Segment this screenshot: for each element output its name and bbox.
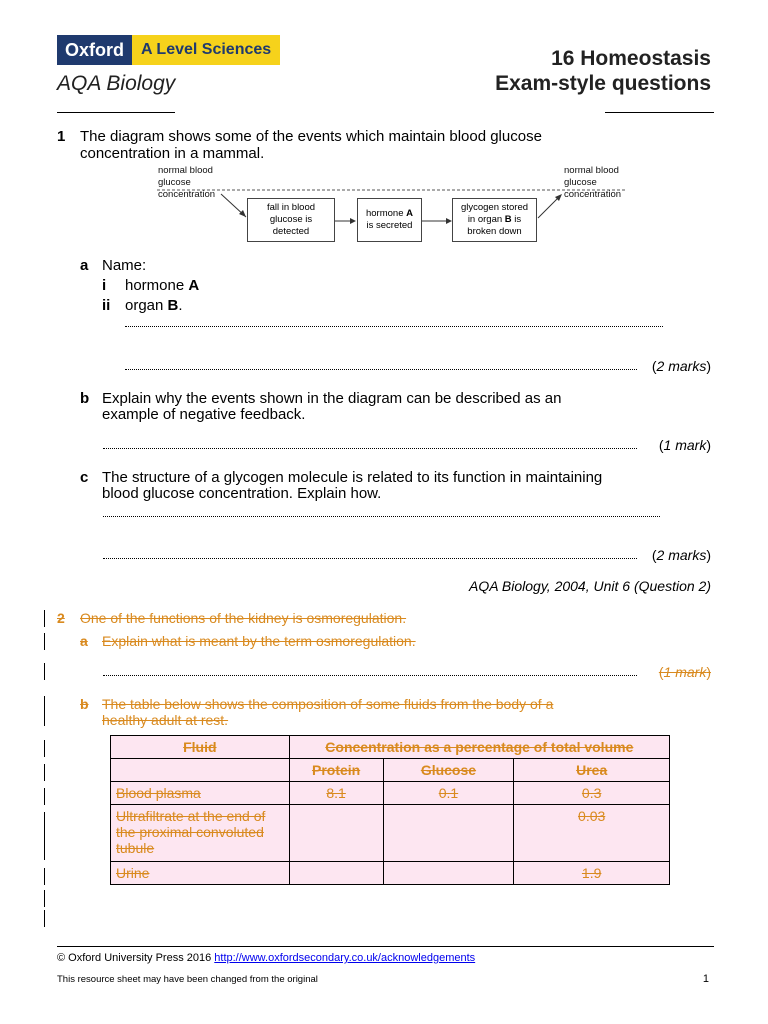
q1b-line1: Explain why the events shown in the diagram can be described as an	[102, 390, 562, 407]
chapter-heading	[495, 46, 711, 96]
q2a-answer-line[interactable]	[103, 675, 637, 676]
header-fluid: Fluid	[111, 736, 290, 759]
cell-glucose: 0.1	[383, 782, 514, 805]
q1b-answer-line[interactable]	[103, 448, 637, 449]
footer-copyright: © Oxford University Press 2016 http://www.oxfordsecondary.co.uk/acknowledgements	[57, 952, 476, 964]
change-bar	[44, 890, 45, 907]
q1ai-text: hormone A	[125, 277, 200, 294]
q1c-line2: blood glucose concentration. Explain how.	[102, 485, 382, 502]
q1ai-label: i	[102, 277, 107, 294]
change-bar	[44, 633, 45, 650]
chapter-title: 16 Homeostasis	[551, 47, 711, 70]
change-bar	[44, 663, 45, 680]
cell-protein	[289, 805, 383, 862]
q1c-marks: (2 marks)	[651, 547, 711, 563]
q2-stem: One of the functions of the kidney is osmoregulation.	[80, 610, 407, 626]
change-bar	[44, 696, 45, 726]
change-bar	[44, 610, 45, 627]
q1-stem-line2: concentration in a mammal.	[80, 145, 265, 162]
diagram-box-detected: fall in blood glucose is detected	[247, 198, 335, 242]
arrowhead-box2	[350, 218, 356, 224]
q2b-line2: healthy adult at rest.	[102, 712, 229, 728]
oxford-logo	[57, 35, 280, 65]
q1c-line1: The structure of a glycogen molecule is related to its function in maintaining	[102, 469, 603, 486]
subject-title: AQA Biology	[57, 72, 176, 95]
change-bar	[44, 868, 45, 885]
q2a-text: Explain what is meant by the term osmoregulation.	[102, 633, 416, 649]
q1c-label: c	[80, 469, 89, 486]
table-row	[111, 782, 670, 805]
cell-glucose	[383, 862, 514, 885]
q1a-answer-line-2[interactable]	[125, 369, 637, 370]
q1a-text: Name:	[102, 257, 147, 274]
cell-fluid: Blood plasma	[111, 782, 290, 805]
q2-number: 2	[57, 610, 65, 626]
acknowledgements-link[interactable]: http://www.oxfordsecondary.co.uk/acknowledgements	[214, 952, 476, 964]
q1c-answer-line-1[interactable]	[103, 516, 660, 517]
cell-urea: 0.03	[514, 805, 670, 862]
table-row	[111, 862, 670, 885]
q1-number: 1	[57, 128, 66, 145]
q2b-label: b	[80, 696, 89, 712]
page-number: 1	[702, 973, 709, 985]
header-rule-left	[57, 112, 175, 113]
footer-rule	[57, 946, 714, 947]
diagram-box-hormone: hormone A is secreted	[357, 198, 422, 242]
q1c-answer-line-2[interactable]	[103, 558, 637, 559]
table-row	[111, 805, 670, 862]
q1aii-label: ii	[102, 297, 111, 314]
header-protein: Protein	[289, 759, 383, 782]
footer-note: This resource sheet may have been changed from the original	[57, 974, 318, 985]
left-normal-label: normal blood glucose concentration	[158, 165, 216, 200]
q1a-marks: (2 marks)	[651, 358, 711, 374]
cell-protein: 8.1	[289, 782, 383, 805]
section-title: Exam-style questions	[495, 72, 711, 95]
header-concentration: Concentration as a percentage of total volume	[289, 736, 669, 759]
q1b-marks: (1 mark)	[658, 437, 711, 453]
cell-urea: 0.3	[514, 782, 670, 805]
q1-stem-line1: The diagram shows some of the events which maintain blood glucose	[80, 128, 542, 145]
q1aii-text: organ B.	[125, 297, 183, 314]
logo-oxford: Oxford	[57, 35, 132, 65]
header-empty	[111, 759, 290, 782]
cell-fluid: Ultrafiltrate at the end of the proximal convoluted tubule	[111, 805, 290, 862]
q1a-label: a	[80, 257, 89, 274]
change-bar	[44, 740, 45, 757]
feedback-diagram	[155, 164, 630, 244]
q1b-line2: example of negative feedback.	[102, 406, 306, 423]
cell-urea: 1.9	[514, 862, 670, 885]
right-normal-label: normal blood glucose concentration	[564, 165, 622, 200]
cell-protein	[289, 862, 383, 885]
q2a-label: a	[80, 633, 88, 649]
diagram-box-glycogen: glycogen stored in organ B is broken down	[452, 198, 537, 242]
table-header-row	[111, 736, 670, 759]
change-bar	[44, 788, 45, 805]
arrow-box3-normal	[538, 196, 560, 218]
q1a-answer-line-1[interactable]	[125, 326, 663, 327]
header-urea: Urea	[514, 759, 670, 782]
table-subheader-row	[111, 759, 670, 782]
change-bar	[44, 764, 45, 781]
q1b-label: b	[80, 390, 90, 407]
q2a-marks: (1 mark)	[658, 664, 711, 680]
q2b-line1: The table below shows the composition of some fluids from the body of a	[102, 696, 554, 712]
header-glucose: Glucose	[383, 759, 514, 782]
change-bar	[44, 910, 45, 927]
logo-series: A Level Sciences	[132, 35, 280, 65]
fluid-composition-table	[110, 735, 670, 885]
cell-fluid: Urine	[111, 862, 290, 885]
q1-source: AQA Biology, 2004, Unit 6 (Question 2)	[468, 578, 711, 594]
change-bar	[44, 812, 45, 860]
header-rule-right	[605, 112, 714, 113]
cell-glucose	[383, 805, 514, 862]
